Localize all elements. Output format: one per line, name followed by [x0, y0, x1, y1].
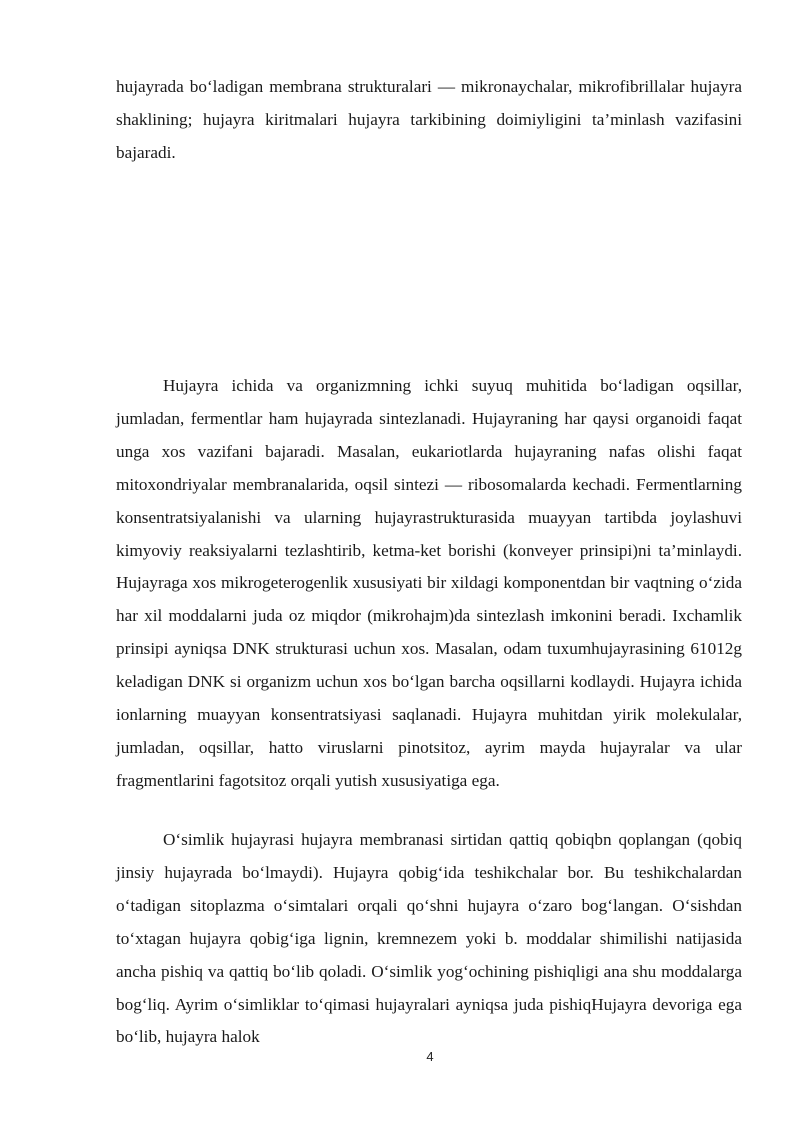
paragraph-cell-proteins: Hujayra ichida va organizmning ichki suyuq muhitida bo‘ladigan oqsillar, jumladan, fermentlar ham hujayrada sintezlanadi. Hujayraning har qaysi organoidi faqat unga xos vazifani bajaradi. Masalan, eukariotlarda hujayraning nafas olishi faqat mitoxondriyalar membranalarida, oqsil sintezi — ribosomalarda kechadi. Fermentlarning konsentratsiyalanishi va ularning hujayrastrukturasida muayyan tartibda joylashuvi kimyoviy reaksiyalarni tezlashtirib, ketma-ket borishi (konveyer prinsipi)ni ta’minlaydi. Hujayraga xos mikrogeterogenlik xususiyati bir xildagi komponentdan bir vaqtning o‘zida har xil moddalarni juda oz miqdor (mikrohajm)da sintezlash imkonini beradi. Ixchamlik prinsipi ayniqsa DNK strukturasi uchun xos. Masalan, odam tuxumhujayrasining 61012g keladigan DNK si organizm uchun xos bo‘lgan barcha oqsillarni kodlaydi. Hujayra ichida ionlarning muayyan konsentratsiyasi saqlanadi. Hujayra muhitdan yirik molekulalar, jumladan, oqsillar, hatto viruslarni pinotsitoz, ayrim mayda hujayralar va ular fragmentlarini fagotsitoz orqali yutish xususiyatiga ega. — [116, 376, 742, 790]
paragraph-continuation: hujayrada bo‘ladigan membrana strukturalari — mikronaychalar, mikrofibrillalar hujayra shaklining; hujayra kiritmalari hujayra tarkibining doimiyligini ta’minlash vazifasini bajaradi. — [116, 77, 742, 162]
page-number: 4 — [426, 1049, 434, 1064]
paragraph-plant-cell: O‘simlik hujayrasi hujayra membranasi sirtidan qattiq qobiqbn qoplangan (qobiq jinsiy hujayrada bo‘lmaydi). Hujayra qobig‘ida teshikchalar bor. Bu teshikchalardan o‘tadigan sitoplazma o‘simtalari orqali qo‘shni hujayra o‘zaro bog‘langan. O‘sishdan to‘xtagan hujayra qobig‘iga lignin, kremnezem yoki b. moddalar shimilishi natijasida ancha pishiq va qattiq bo‘lib qoladi. O‘simlik yog‘ochining pishiqligi ana shu moddalarga bog‘liq. Ayrim o‘simliklar to‘qimasi hujayralari ayniqsa juda pishiqHujayra devoriga ega bo‘lib, hujayra halok — [116, 830, 742, 1047]
